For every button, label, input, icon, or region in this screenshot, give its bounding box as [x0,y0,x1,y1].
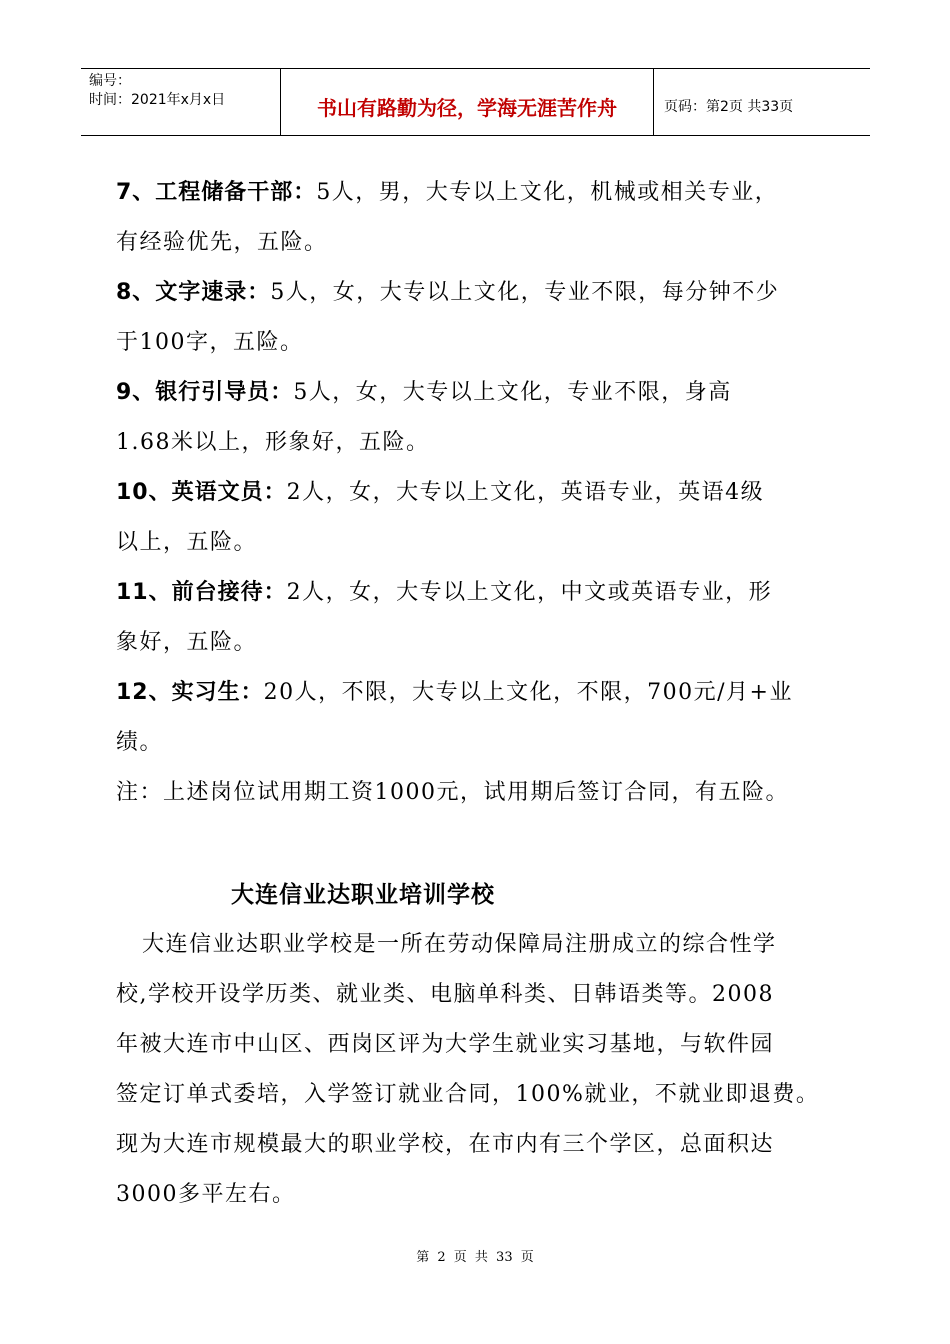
job-title: 11、前台接待： [116,580,287,605]
job-title: 8、文字速录： [116,280,271,305]
job-desc: 5人，女，大专以上文化，专业不限，每分钟不少 [270,280,780,305]
job-item-10-cont: 以上，五险。 [116,530,258,555]
job-item-7 [116,168,846,218]
job-desc: 2人，女，大专以上文化，中文或英语专业，形 [286,580,773,605]
job-desc: 5人，女，大专以上文化，专业不限，身高 [293,380,732,405]
job-item-9-cont: 1.68米以上，形象好，五险。 [116,430,430,455]
header-motto: 书山有路勤为径，学海无涯苦作舟 [281,69,654,135]
school-paragraph-line: 校,学校开设学历类、就业类、电脑单科类、日韩语类等。2008 [116,982,774,1007]
school-paragraph-line: 现为大连市规模最大的职业学校，在市内有三个学区，总面积达 [116,1132,775,1157]
job-title: 10、英语文员： [116,480,287,505]
job-desc: 2人，女，大专以上文化，英语专业，英语4级 [286,480,765,505]
header-page-info: 页码：第2页 共33页 [664,99,794,115]
school-title: 大连信业达职业培训学校 [231,882,495,908]
job-item-12 [116,668,846,718]
job-item-9 [116,368,846,418]
job-item-10 [116,468,846,518]
salary-note: 注：上述岗位试用期工资1000元，试用期后签订合同，有五险。 [116,780,789,805]
section-gap [116,818,846,870]
job-item-11-cont: 象好，五险。 [116,630,258,655]
document-body [116,168,846,1220]
job-title: 7、工程储备干部： [116,180,317,205]
school-paragraph-line: 3000多平左右。 [116,1182,296,1207]
job-title: 9、银行引导员： [116,380,294,405]
job-desc: 20人，不限，大专以上文化，不限，700元/月+业 [263,680,793,705]
job-desc: 5人，男，大专以上文化，机械或相关专业， [316,180,779,205]
job-item-8-cont: 于100字，五险。 [116,330,304,355]
page-header [81,68,870,136]
job-item-7-cont: 有经验优先，五险。 [116,230,328,255]
school-paragraph-line: 年被大连市中山区、西岗区评为大学生就业实习基地，与软件园 [116,1032,775,1057]
number-label: 编号： [89,73,131,89]
page-footer: 第 2 页 共 33 页 [416,1250,534,1265]
school-paragraph-line: 大连信业达职业学校是一所在劳动保障局注册成立的综合性学 [142,932,777,957]
job-title: 12、实习生： [116,680,264,705]
time-label: 时间：2021年x月x日 [89,92,226,108]
header-meta [81,69,281,135]
job-item-12-cont: 绩。 [116,730,164,755]
school-paragraph-line: 签定订单式委培，入学签订就业合同，100%就业，不就业即退费。 [116,1082,820,1107]
job-item-8 [116,268,846,318]
job-item-11 [116,568,846,618]
